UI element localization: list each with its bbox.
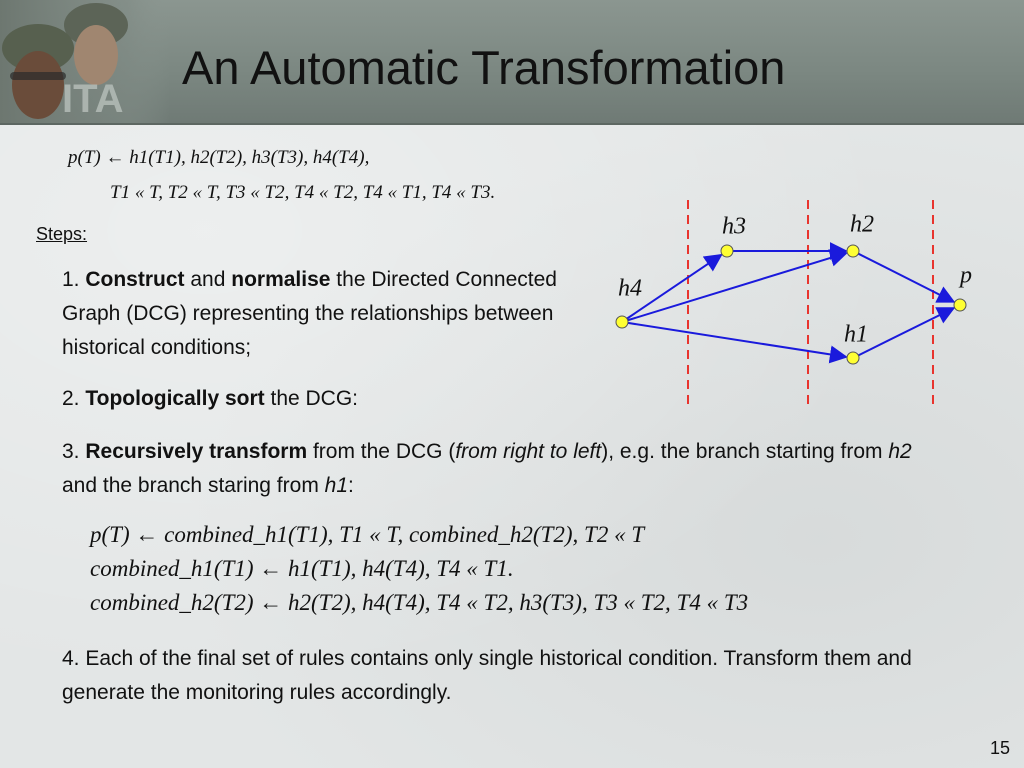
- step-1-rest: the Directed Connected Graph (DCG) representing the relationships between historical conditions;: [62, 268, 557, 359]
- step-2-rest: the DCG:: [264, 387, 359, 410]
- node-h1: [847, 352, 859, 364]
- step-3-number: 3.: [62, 440, 86, 463]
- node-label-h2: h2: [850, 211, 874, 238]
- step-3-italic-h1: h1: [324, 474, 349, 497]
- rule-line-1: p(T) ← h1(T1), h2(T2), h3(T3), h4(T4),: [68, 147, 370, 168]
- node-label-h3: h3: [722, 213, 746, 240]
- result-rule-1: p(T) ← combined_h1(T1), T1 « T, combined_h2(T2), T2 « T: [90, 522, 645, 547]
- step-1-number: 1.: [62, 268, 86, 291]
- edge-h1-to-p: [858, 308, 953, 355]
- step-3: [62, 435, 942, 503]
- step-2-bold: Topologically sort: [85, 387, 265, 410]
- edge-h4-to-h2: [628, 253, 847, 320]
- step-1-bold-construct: Construct: [85, 268, 185, 291]
- step-2: [62, 382, 358, 416]
- node-label-h4: h4: [618, 275, 642, 302]
- step-1-bold-normalise: normalise: [231, 268, 331, 291]
- svg-text:ITA: ITA: [62, 77, 124, 121]
- result-rule-2: combined_h1(T1) ← h1(T1), h4(T4), T4 « T1.: [90, 556, 514, 581]
- step-1-and: and: [184, 268, 232, 291]
- page-number: 15: [989, 738, 1010, 758]
- step-3-text-1: from the DCG (: [307, 440, 456, 463]
- edge-h4-to-h1: [628, 323, 846, 357]
- node-label-h1: h1: [844, 321, 868, 348]
- slide-title: An Automatic Transformation: [182, 41, 786, 94]
- node-p: [954, 299, 966, 311]
- node-h4: [616, 316, 628, 328]
- step-3-text-2: ), e.g. the branch starting from: [601, 440, 889, 463]
- result-rule-3: combined_h2(T2) ← h2(T2), h4(T4), T4 « T2, h3(T3), T3 « T2, T4 « T3: [90, 590, 749, 615]
- step-3-text-3: and the branch staring from: [62, 474, 325, 497]
- edge-h2-to-p: [858, 254, 953, 302]
- step-4: 4. Each of the final set of rules contains only single historical condition. Transform them and generate the monitoring rules accordingly.: [62, 647, 912, 704]
- dcg-diagram: [590, 195, 1010, 410]
- slide-header: [0, 0, 1024, 125]
- step-3-italic-direction: from right to left: [455, 440, 602, 463]
- node-h2: [847, 245, 859, 257]
- steps-label: Steps:: [36, 224, 88, 244]
- step-3-text-4: :: [348, 474, 354, 497]
- step-3-italic-h2: h2: [888, 440, 912, 463]
- step-1: [62, 263, 582, 365]
- soldiers-logo-image: [0, 0, 170, 123]
- node-label-p: p: [960, 262, 972, 289]
- step-3-bold: Recursively transform: [85, 440, 308, 463]
- rule-line-2: T1 « T, T2 « T, T3 « T2, T4 « T2, T4 « T1, T4 « T3.: [110, 182, 496, 203]
- step-2-number: 2.: [62, 387, 86, 410]
- node-h3: [721, 245, 733, 257]
